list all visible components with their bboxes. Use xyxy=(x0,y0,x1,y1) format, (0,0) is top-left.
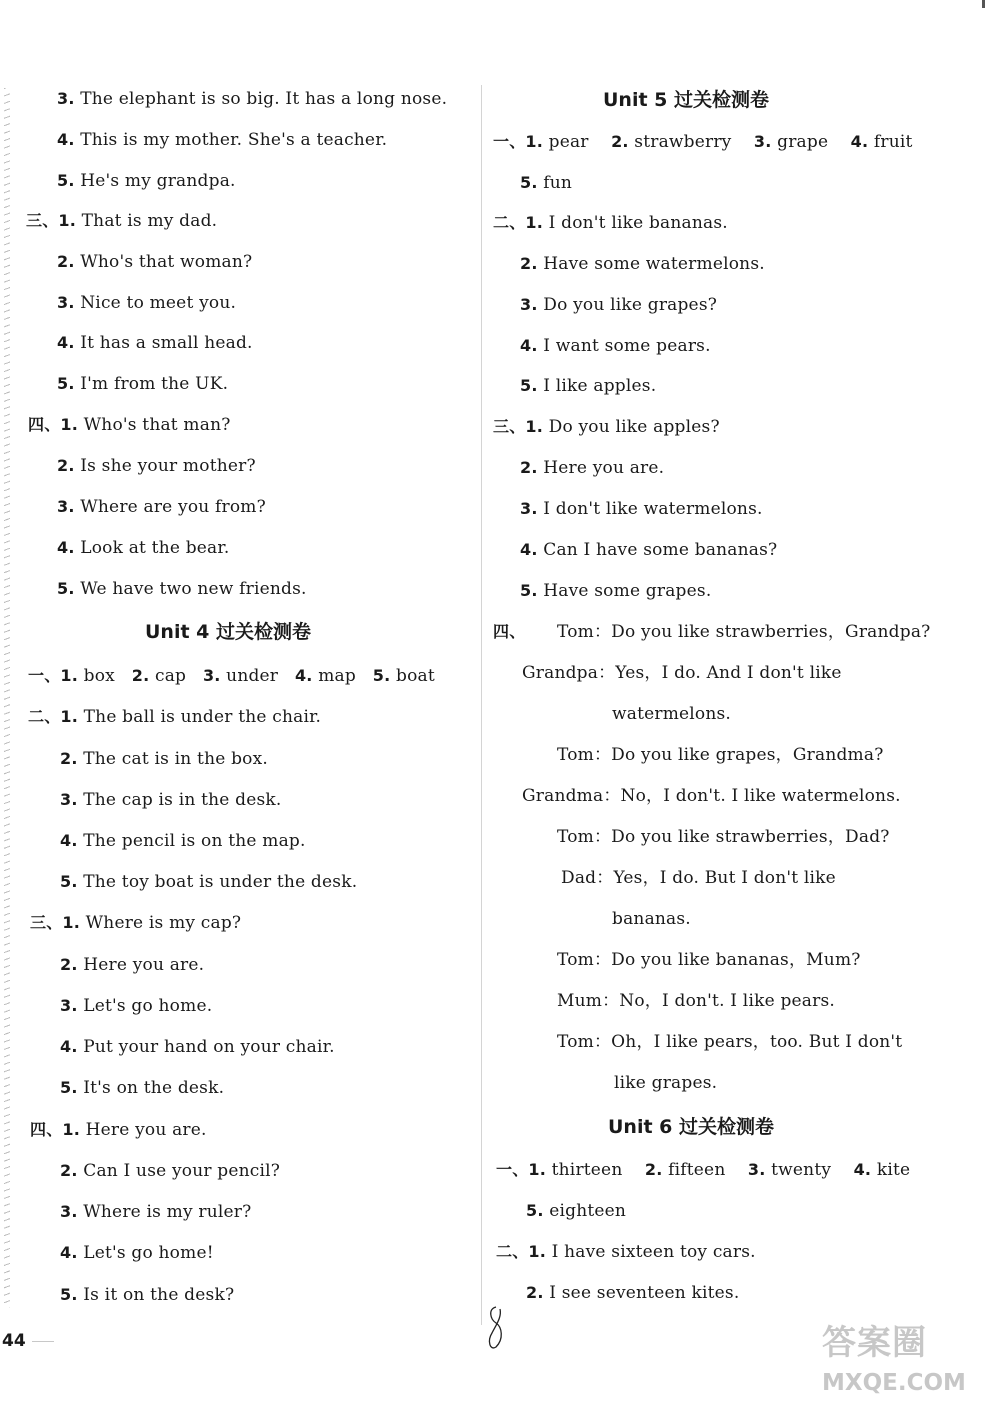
dialogue-line: watermelons. xyxy=(612,704,732,724)
answer-line: 3. Let's go home. xyxy=(60,996,213,1016)
answer-line: 3. I don't like watermelons. xyxy=(520,499,763,519)
answer-line: 4. The pencil is on the map. xyxy=(60,831,306,851)
answer-line: 四、1. Here you are. xyxy=(30,1120,207,1140)
column-divider xyxy=(481,85,482,1325)
answer-line: 5. I like apples. xyxy=(520,376,657,396)
answer-line: 4. Can I have some bananas? xyxy=(520,540,778,560)
unit6-heading: Unit 6 过关检测卷 xyxy=(608,1116,774,1138)
answer-line: 5. He's my grandpa. xyxy=(57,171,236,191)
answer-line: 2. Have some watermelons. xyxy=(520,254,765,274)
answer-line: 5. fun xyxy=(520,173,573,193)
unit5-heading: Unit 5 过关检测卷 xyxy=(603,89,769,111)
answer-line: 5. We have two new friends. xyxy=(57,579,307,599)
footer-rule xyxy=(32,1341,54,1342)
dialogue-line: Mum：No，I don't. I like pears. xyxy=(557,991,835,1011)
page-number: 44 xyxy=(2,1331,26,1351)
answer-line: 5. It's on the desk. xyxy=(60,1078,225,1098)
answer-line: 三、1. Where is my cap? xyxy=(30,913,242,933)
answer-line: 5. I'm from the UK. xyxy=(57,374,229,394)
answer-line: 三、1. Do you like apples? xyxy=(493,417,720,437)
answer-line: 5. The toy boat is under the desk. xyxy=(60,872,358,892)
answer-line: 一、1. thirteen 2. fifteen 3. twenty 4. kite xyxy=(496,1160,911,1180)
answer-line: 4. Let's go home! xyxy=(60,1243,214,1263)
dialogue-line: Tom：Do you like bananas，Mum? xyxy=(557,950,861,970)
answer-line: 2. Here you are. xyxy=(60,955,205,975)
dialogue-line: like grapes. xyxy=(614,1073,718,1093)
answer-line: 3. Nice to meet you. xyxy=(57,293,237,313)
dialogue-line: bananas. xyxy=(612,909,691,929)
answer-line: 2. Here you are. xyxy=(520,458,665,478)
watermark-logo-text: 答案圈 xyxy=(822,1323,927,1363)
dialogue-label: 四、 xyxy=(493,622,526,641)
answer-line: 5. Have some grapes. xyxy=(520,581,712,601)
dialogue-line: Tom：Oh，I like pears，too. But I don't xyxy=(557,1032,903,1052)
watermark-logo xyxy=(820,1318,990,1398)
dialogue-line: Grandpa：Yes，I do. And I don't like xyxy=(522,663,842,683)
answer-line: 二、1. I have sixteen toy cars. xyxy=(496,1242,756,1262)
answer-line: 4. This is my mother. She's a teacher. xyxy=(57,130,388,150)
answer-line: 二、1. The ball is under the chair. xyxy=(28,707,322,727)
answer-line: 四、1. Who's that man? xyxy=(28,415,231,435)
answer-line: 4. Look at the bear. xyxy=(57,538,230,558)
answer-line: 2. The cat is in the box. xyxy=(60,749,268,769)
answer-line: 4. I want some pears. xyxy=(520,336,711,356)
answer-line: 3. The cap is in the desk. xyxy=(60,790,282,810)
handwritten-scribble xyxy=(482,1303,512,1353)
answer-line: 一、1. pear 2. strawberry 3. grape 4. fruit xyxy=(493,132,913,152)
binding-edge xyxy=(4,88,10,1308)
answer-line: 一、1. box 2. cap 3. under 4. map 5. boat xyxy=(28,666,435,686)
answer-line: 3. Where are you from? xyxy=(57,497,266,517)
answer-line: 3. The elephant is so big. It has a long nose. xyxy=(57,89,448,109)
answer-line: 4. Put your hand on your chair. xyxy=(60,1037,335,1057)
unit4-heading: Unit 4 过关检测卷 xyxy=(145,621,311,643)
dialogue-line: Tom：Do you like grapes，Grandma? xyxy=(557,745,884,765)
answer-line: 3. Do you like grapes? xyxy=(520,295,718,315)
answer-line: 2. Can I use your pencil? xyxy=(60,1161,281,1181)
answer-line: 2. Who's that woman? xyxy=(57,252,253,272)
answer-line: 3. Where is my ruler? xyxy=(60,1202,252,1222)
answer-line: 三、1. That is my dad. xyxy=(26,211,218,231)
dialogue-line: Tom：Do you like strawberries，Dad? xyxy=(557,827,890,847)
answer-line: 5. Is it on the desk? xyxy=(60,1285,235,1305)
watermark-url: MXQE.COM xyxy=(822,1370,966,1396)
answer-line: 5. eighteen xyxy=(526,1201,627,1221)
corner-mark xyxy=(982,0,985,8)
answer-line: 2. Is she your mother? xyxy=(57,456,256,476)
answer-line: 2. I see seventeen kites. xyxy=(526,1283,740,1303)
dialogue-line: Grandma：No，I don't. I like watermelons. xyxy=(522,786,901,806)
answer-line: 二、1. I don't like bananas. xyxy=(493,213,728,233)
dialogue-line: Dad：Yes，I do. But I don't like xyxy=(561,868,836,888)
dialogue-line: Tom：Do you like strawberries，Grandpa? xyxy=(557,622,931,642)
answer-line: 4. It has a small head. xyxy=(57,333,253,353)
